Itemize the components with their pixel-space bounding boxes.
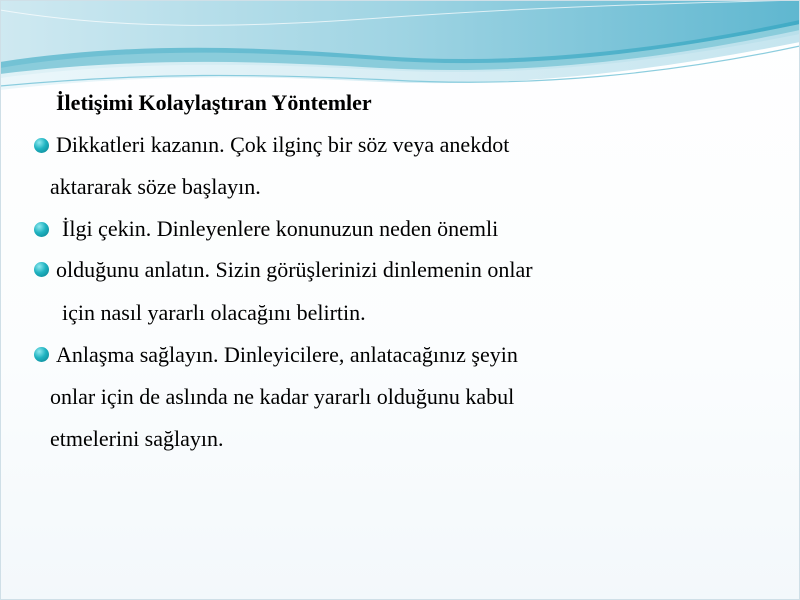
slide-title: İletişimi Kolaylaştıran Yöntemler [56,90,372,115]
body-line-6: Anlaşma sağlayın. Dinleyicilere, anlatacağınız şeyin [56,342,518,367]
bullet-icon [34,262,49,277]
bullet-icon [34,222,49,237]
body-line-3: İlgi çekin. Dinleyenlere konunuzun neden önemli [62,216,499,241]
bullet-icon [34,138,49,153]
body-line-2: aktararak söze başlayın. [50,174,261,199]
body-line-5: için nasıl yararlı olacağını belirtin. [62,300,366,325]
body-line-8: etmelerini sağlayın. [50,426,224,451]
body-line-4: olduğunu anlatın. Sizin görüşlerinizi dinlemenin onlar [56,257,533,282]
bullet-icon [34,347,49,362]
body-line-7: onlar için de aslında ne kadar yararlı olduğunu kabul [50,384,515,409]
body-line-1: Dikkatleri kazanın. Çok ilginç bir söz veya anekdot [56,132,510,157]
